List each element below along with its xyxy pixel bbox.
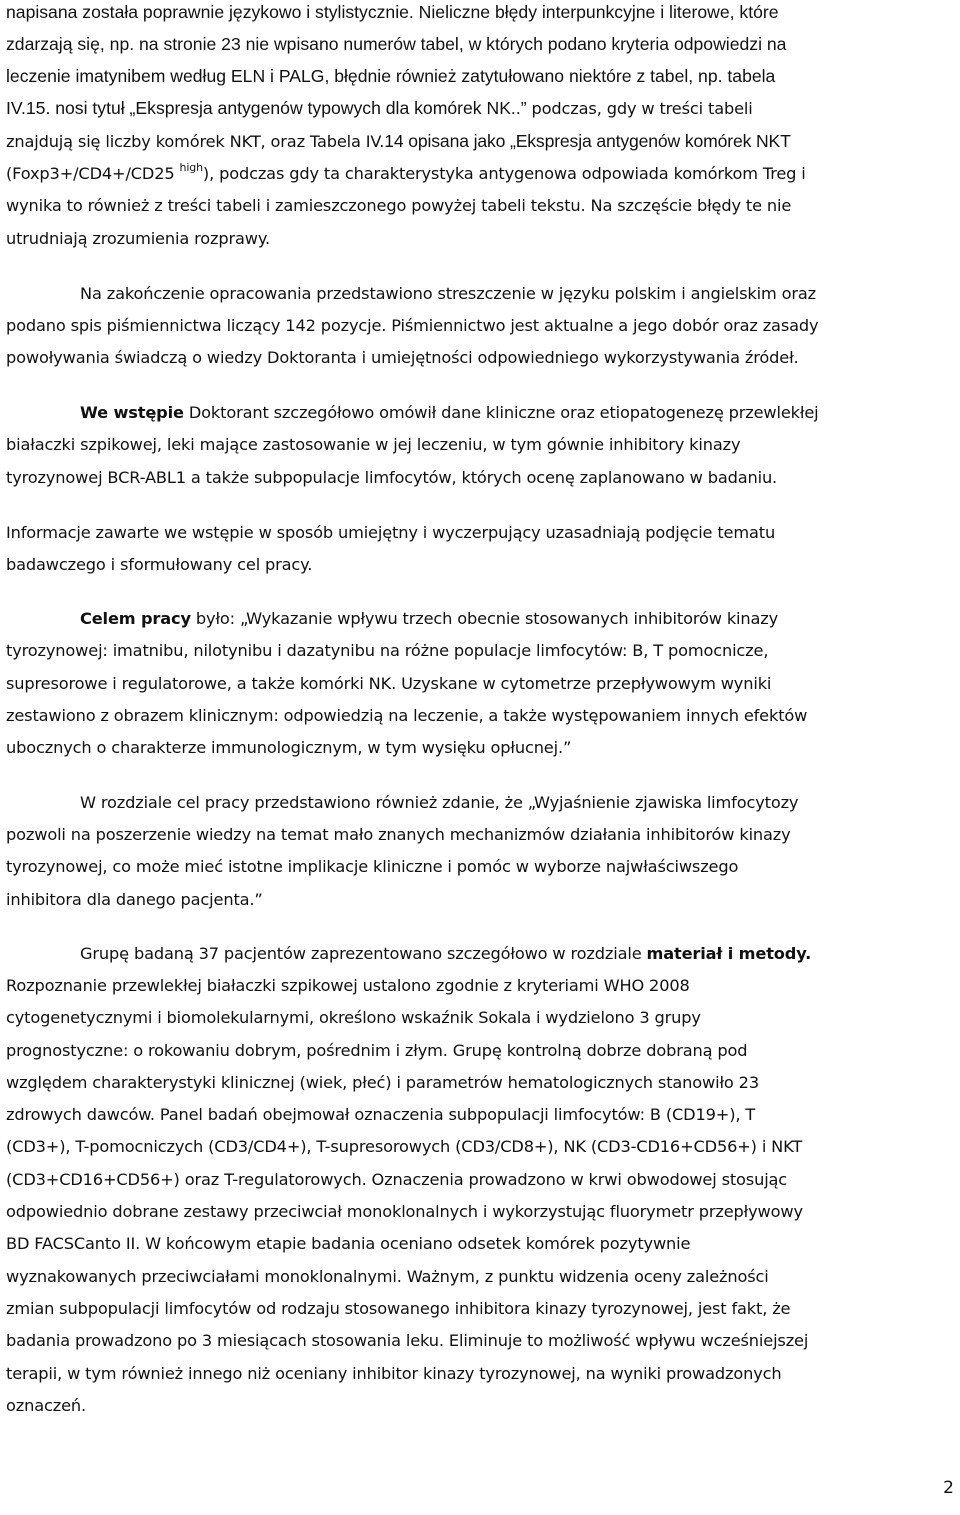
text-line: Celem pracy było: „Wykazanie wpływu trzech obecnie stosowanych inhibitorów kinazy: [80, 609, 779, 628]
text-line: znajdują się liczby komórek NKT, oraz Tabela IV.14 opisana jako „Ekspresja antygenów komórek NKT: [6, 131, 791, 151]
text-line: zdrowych dawców. Panel badań obejmował oznaczenia subpopulacji limfocytów: B (CD19+), T: [6, 1105, 756, 1124]
text-line: zestawiono z obrazem klinicznym: odpowiedzią na leczenie, a także występowaniem innych efektów: [6, 706, 808, 725]
text-line: pozwoli na poszerzenie wiedzy na temat mało znanych mechanizmów działania inhibitorów kinazy: [6, 825, 791, 844]
text-line: tyrozynowej, co może mieć istotne implikacje kliniczne i pomóc w wyborze najwłaściwszego: [6, 857, 739, 876]
text-line: tyrozynowej BCR-ABL1 a także subpopulacje limfocytów, których ocenę zaplanowano w badaniu.: [6, 468, 778, 487]
text-line: (Foxp3+/CD4+/CD25 $^{high}$), podczas gdy ta charakterystyka antygenowa odpowiada komórkom Treg i: [6, 161, 806, 183]
bold-phrase: We wstępie: [80, 403, 184, 422]
text-line: We wstępie Doktorant szczegółowo omówił dane kliniczne oraz etiopatogenezę przewlekłej: [80, 403, 819, 422]
text-line: supresorowe i regulatorowe, a także komórki NK. Uzyskane w cytometrze przepływowym wyniki: [6, 674, 772, 693]
text-line: odpowiednio dobrane zestawy przeciwciał monoklonalnych i wykorzystując fluorymetr przepływowy: [6, 1202, 803, 1221]
page-number: 2: [943, 1478, 954, 1498]
text-line: wynika to również z treści tabeli i zamieszczonego powyżej tabeli tekstu. Na szczęście błędy te nie: [6, 196, 792, 215]
text-line: W rozdziale cel pracy przedstawiono również zdanie, że „Wyjaśnienie zjawiska limfocytozy: [80, 793, 799, 812]
bold-phrase: materiał i metody.: [646, 944, 812, 963]
text-line: IV.15. nosi tytuł „Ekspresja antygenów typowych dla komórek NK..” podczas, gdy w treści tabeli: [6, 98, 753, 118]
text-line: napisana została poprawnie językowo i stylistycznie. Nieliczne błędy interpunkcyjne i literowe, które: [6, 2, 779, 22]
text-line: ubocznych o charakterze immunologicznym, w tym wysięku opłucnej.”: [6, 738, 572, 757]
text-line: cytogenetycznymi i biomolekularnymi, określono wskaźnik Sokala i wydzielono 3 grupy: [6, 1008, 701, 1027]
text-line: zdarzają się, np. na stronie 23 nie wpisano numerów tabel, w których podano kryteria odpowiedzi na: [6, 34, 787, 54]
text-line: względem charakterystyki klinicznej (wiek, płeć) i parametrów hematologicznych stanowiło 23: [6, 1073, 759, 1092]
text-line: zmian subpopulacji limfocytów od rodzaju stosowanego inhibitora kinazy tyrozynowej, jest fakt, że: [6, 1299, 791, 1318]
text-line: BD FACSCanto II. W końcowym etapie badania oceniano odsetek komórek pozytywnie: [6, 1234, 691, 1253]
text-line: badania prowadzono po 3 miesiącach stosowania leku. Eliminuje to możliwość wpływu wcześniejszej: [6, 1331, 809, 1350]
text-line: utrudniają zrozumienia rozprawy.: [6, 229, 270, 248]
text-line: białaczki szpikowej, leki mające zastosowanie w jej leczeniu, w tym gównie inhibitory kinazy: [6, 435, 741, 454]
bold-phrase: Celem pracy: [80, 609, 191, 628]
text-line: Informacje zawarte we wstępie w sposób umiejętny i wyczerpujący uzasadniają podjęcie tematu: [6, 523, 776, 542]
text-line: Rozpoznanie przewlekłej białaczki szpikowej ustalono zgodnie z kryteriami WHO 2008: [6, 976, 690, 995]
text-line: inhibitora dla danego pacjenta.”: [6, 890, 263, 909]
text-line: Grupę badaną 37 pacjentów zaprezentowano szczegółowo w rozdziale materiał i metody.: [80, 944, 812, 963]
text-line: badawczego i sformułowany cel pracy.: [6, 555, 313, 574]
text-line: terapii, w tym również innego niż oceniany inhibitor kinazy tyrozynowej, na wyniki prowadzonych: [6, 1364, 782, 1383]
text-line: wyznakowanych przeciwciałami monoklonalnymi. Ważnym, z punktu widzenia oceny zależności: [6, 1267, 769, 1286]
superscript: high: [179, 161, 203, 174]
text-line: prognostyczne: o rokowaniu dobrym, pośrednim i złym. Grupę kontrolną dobrze dobraną pod: [6, 1041, 748, 1060]
text-line: oznaczeń.: [6, 1396, 86, 1415]
text-line: (CD3+CD16+CD56+) oraz T-regulatorowych. Oznaczenia prowadzono w krwi obwodowej stosując: [6, 1170, 788, 1189]
text-line: Na zakończenie opracowania przedstawiono streszczenie w języku polskim i angielskim oraz: [80, 284, 816, 303]
text-line: (CD3+), T-pomocniczych (CD3/CD4+), T-supresorowych (CD3/CD8+), NK (CD3-CD16+CD56+) i NKT: [6, 1137, 803, 1156]
text-line: podano spis piśmiennictwa liczący 142 pozycje. Piśmiennictwo jest aktualne a jego dobór oraz zasady: [6, 316, 819, 335]
text-line: powoływania świadczą o wiedzy Doktoranta i umiejętności odpowiedniego wykorzystywania źródeł.: [6, 348, 799, 367]
text-line: tyrozynowej: imatnibu, nilotynibu i dazatynibu na różne populacje limfocytów: B, T pomocnicze,: [6, 641, 769, 660]
text-line: leczenie imatynibem według ELN i PALG, błędnie również zatytułowano niektóre z tabel, np. tabela: [6, 66, 776, 86]
